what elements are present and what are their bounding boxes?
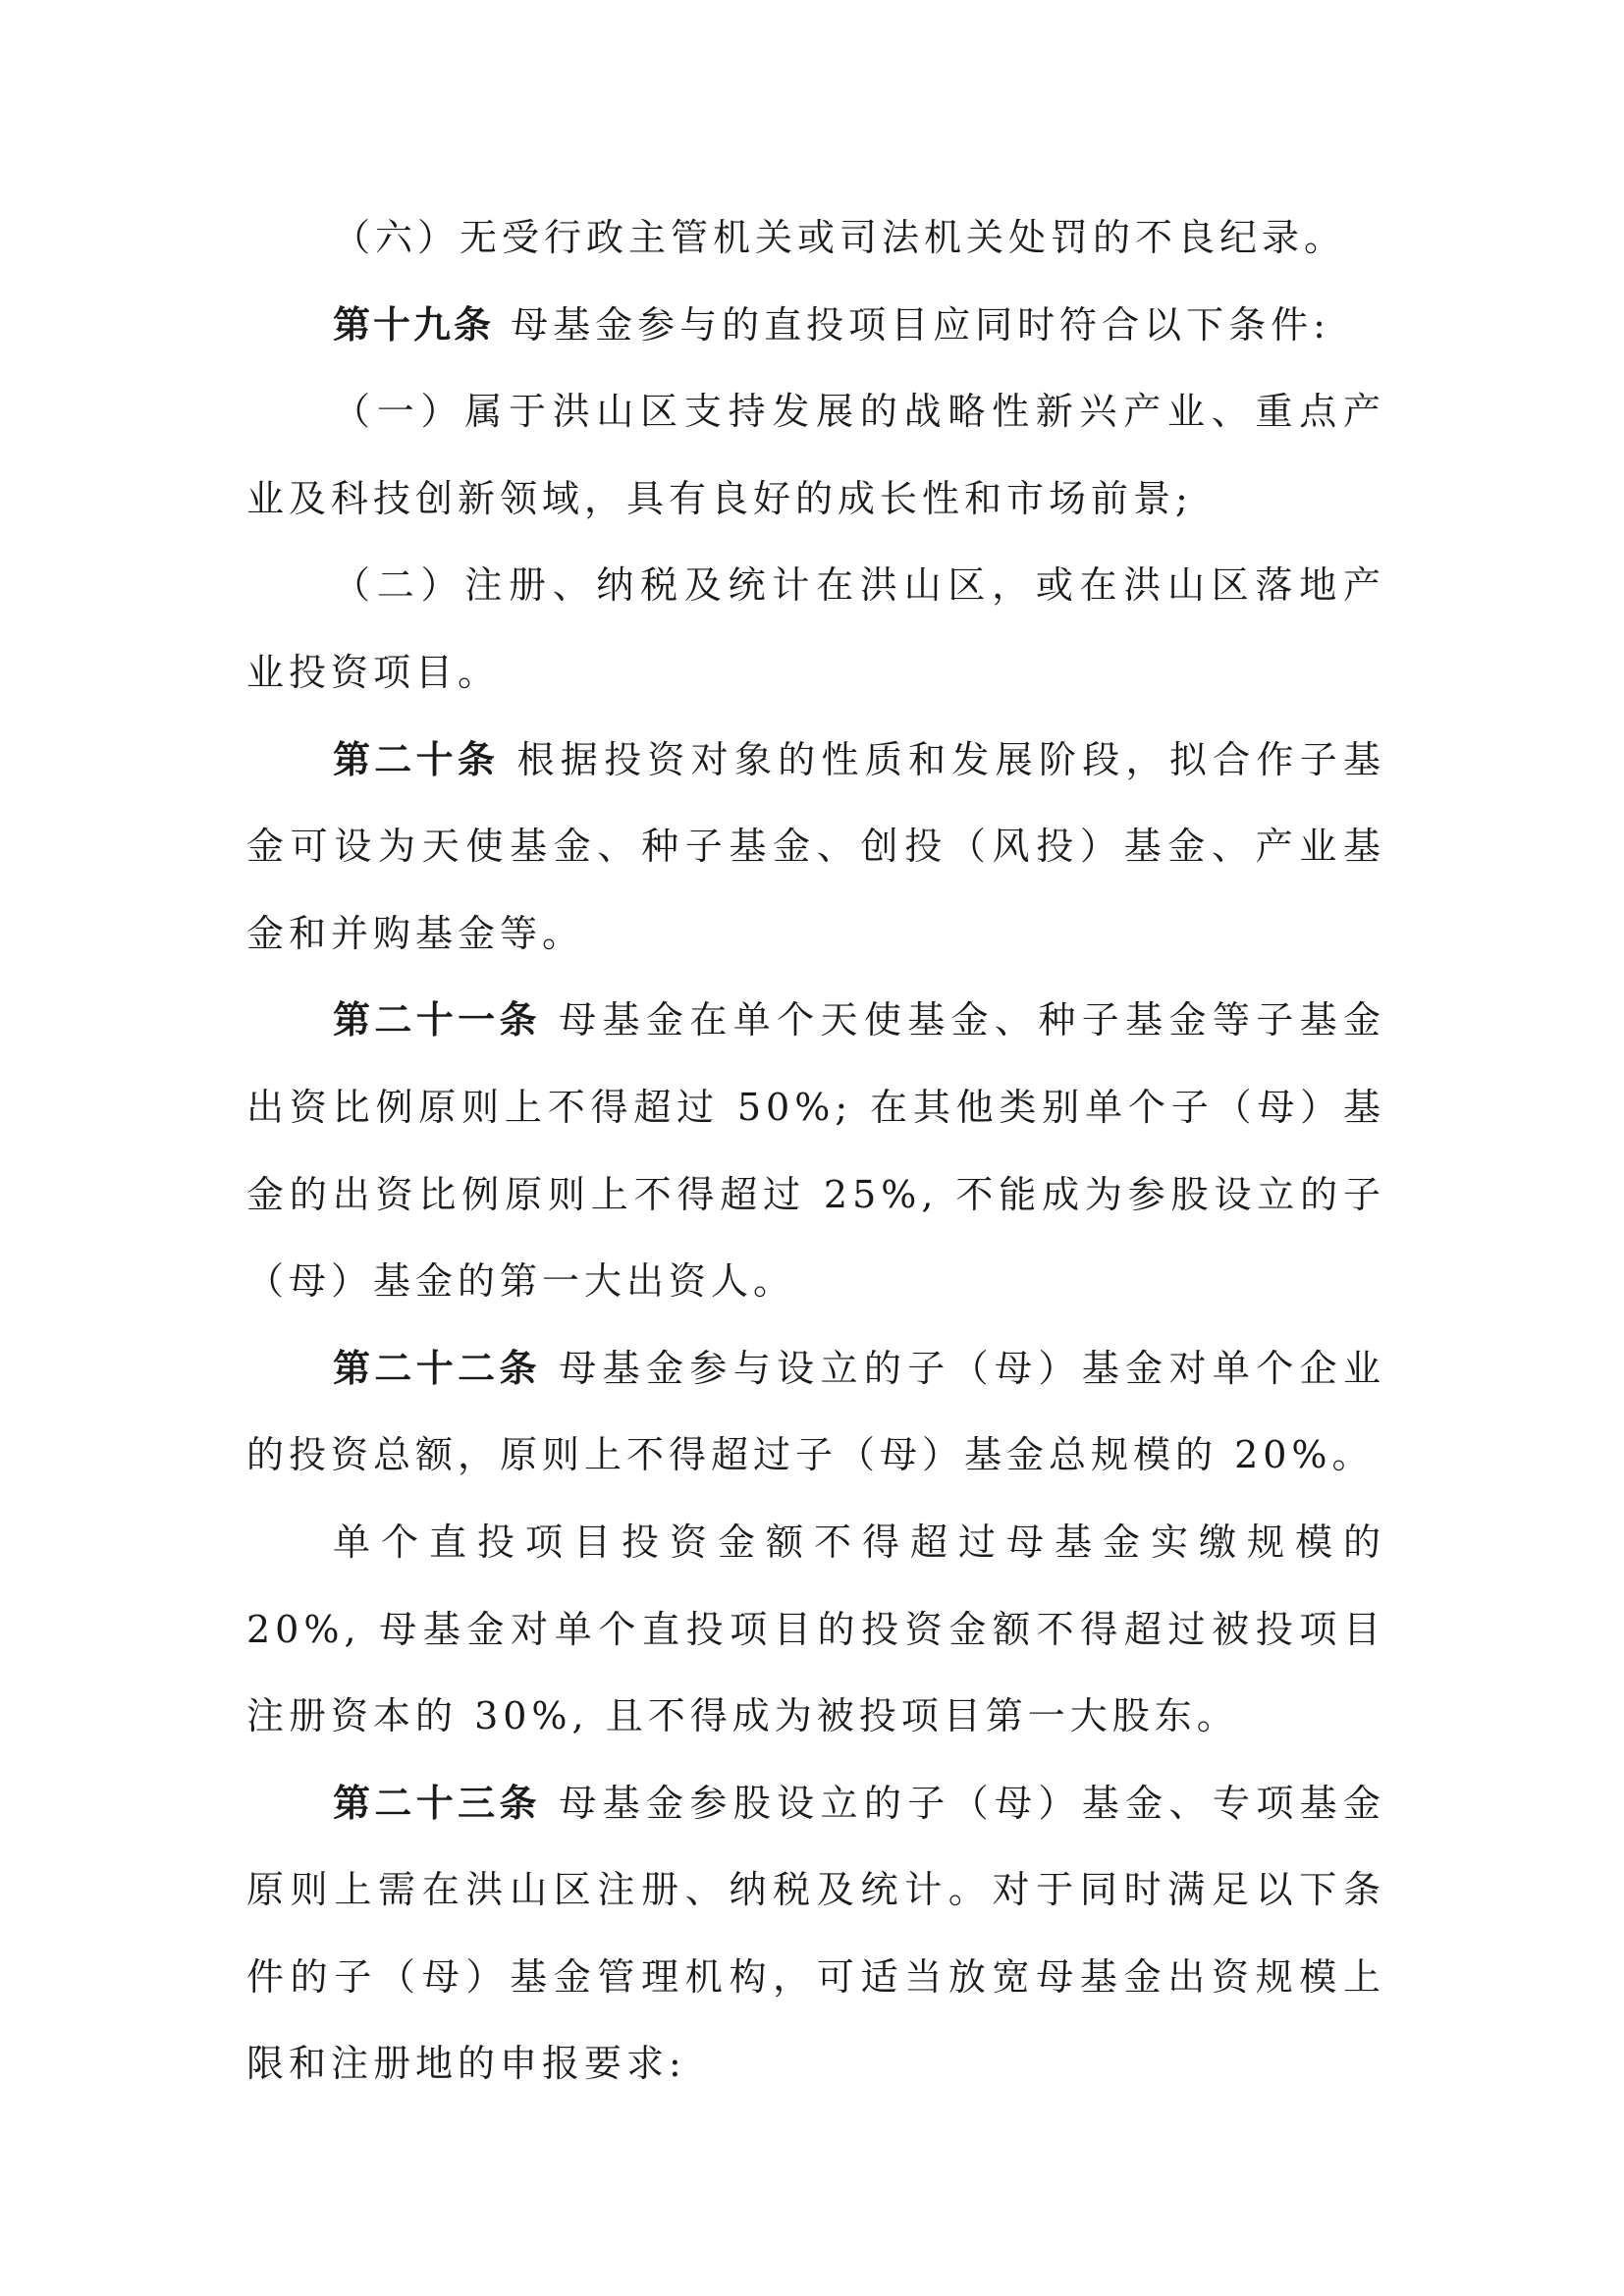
paragraph-text: 母基金参与设立的子（母）基金对单个企业的投资总额，原则上不得超过子（母）基金总规模的 20%。 — [246, 1346, 1385, 1477]
paragraph-article-19-item-2 — [246, 542, 1385, 716]
paragraph-text: 根据投资对象的性质和发展阶段，拟合作子基金可设为天使基金、种子基金、创投（风投）基金、产业基金和并购基金等。 — [246, 737, 1385, 955]
article-heading: 第二十二条 — [333, 1346, 541, 1390]
paragraph-text: 单个直投项目投资金额不得超过母基金实缴规模的 20%, 母基金对单个直投项目的投资金额不得超过被投项目注册资本的 30%, 且不得成为被投项目第一大股东。 — [246, 1520, 1385, 1738]
article-heading: 第十九条 — [333, 302, 495, 347]
paragraph-article-22 — [246, 1325, 1385, 1499]
paragraph-text: 母基金参股设立的子（母）基金、专项基金原则上需在洪山区注册、纳税及统计。对于同时满足以下条件的子（母）基金管理机构，可适当放宽母基金出资规模上限和注册地的申报要求: — [246, 1781, 1385, 2086]
paragraph-text: （一）属于洪山区支持发展的战略性新兴产业、重点产业及科技创新领域，具有良好的成长性和市场前景; — [246, 390, 1385, 520]
paragraph-article-20 — [246, 717, 1385, 978]
paragraph-text: 母基金参与的直投项目应同时符合以下条件: — [494, 302, 1330, 347]
article-heading: 第二十三条 — [333, 1781, 541, 1825]
document-body — [246, 194, 1385, 2108]
paragraph-text: （六）无受行政主管机关或司法机关处罚的不良纪录。 — [333, 216, 1347, 259]
article-heading: 第二十条 — [333, 737, 500, 781]
paragraph-clause-6 — [246, 194, 1385, 282]
paragraph-article-19-item-1 — [246, 368, 1385, 542]
paragraph-article-22-cont — [246, 1499, 1385, 1760]
paragraph-article-19 — [246, 282, 1385, 369]
paragraph-article-23 — [246, 1760, 1385, 2108]
paragraph-text: （二）注册、纳税及统计在洪山区，或在洪山区落地产业投资项目。 — [246, 563, 1385, 694]
article-heading: 第二十一条 — [333, 998, 541, 1042]
paragraph-text: 母基金在单个天使基金、种子基金等子基金出资比例原则上不得超过 50%; 在其他类别单个子（母）基金的出资比例原则上不得超过 25%, 不能成为参股设立的子（母）基金的第一大出资人。 — [246, 998, 1385, 1304]
paragraph-article-21 — [246, 977, 1385, 1324]
